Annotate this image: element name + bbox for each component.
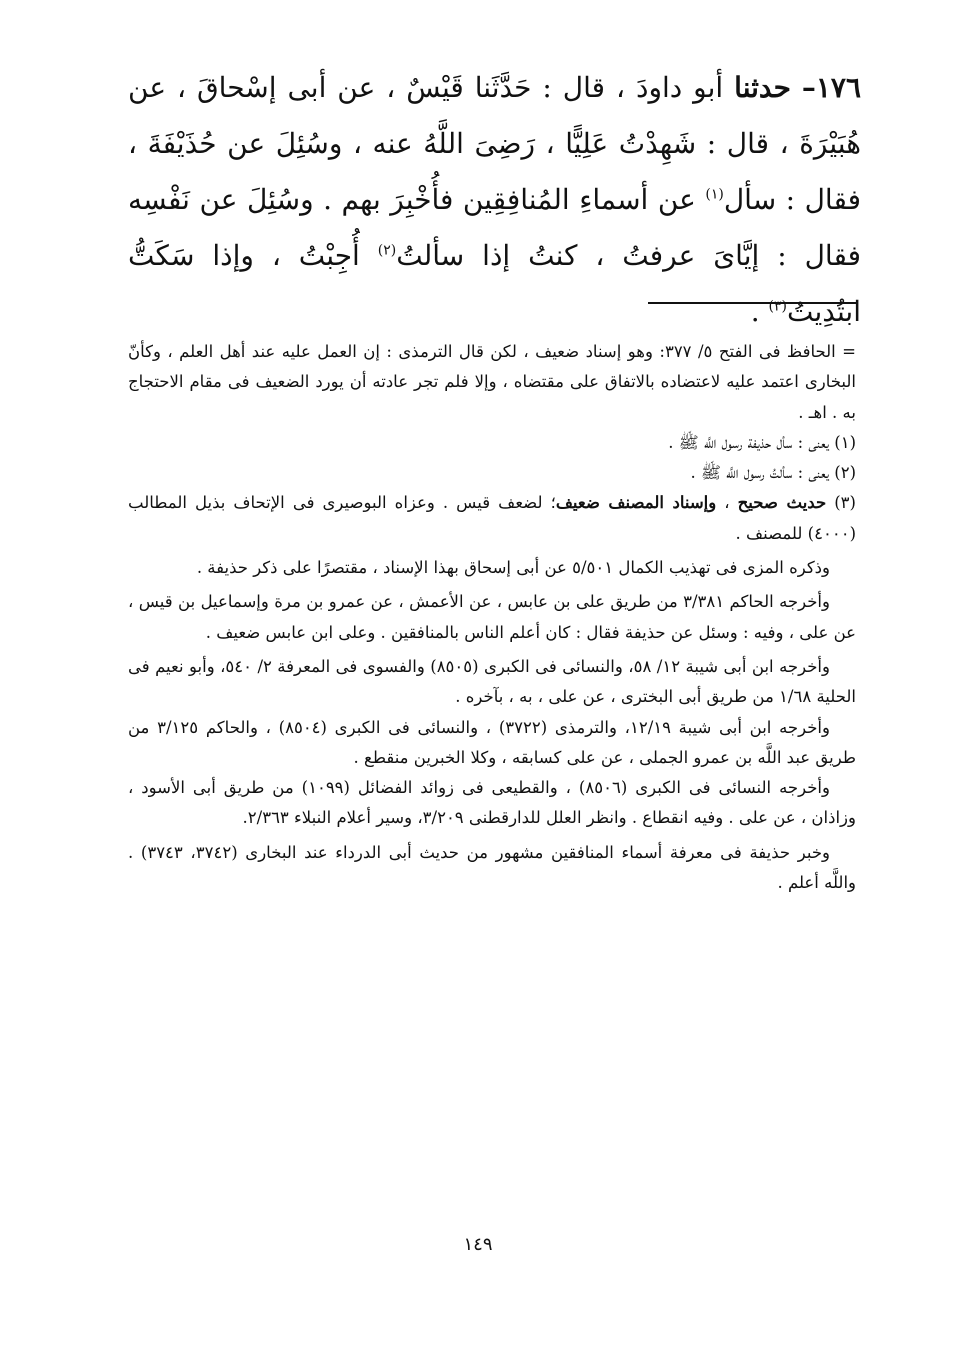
hadith-lead-word: حدثنا xyxy=(734,71,791,104)
hadith-body-2: عن أسماءِ المُنافِقِين فأُخْبِرَ بهم . وسُئِلَ عن نَفْسِه فقال : إيَّاىَ عرفتُ ، كنتُ إذا سألتُ xyxy=(128,183,862,272)
footnote-paragraph-tirmidhi: وأخرجه ابن أبى شيبة ١٢/١٩، والترمذى (٣٧٢٢) ، والنسائى فى الكبرى (٨٥٠٤) ، والحاكم ٣/١٢٥ من طريق عبد اللَّه بن عمرو الجملى ، عن على كسابقه ، وكلا الخبرين منقطع . xyxy=(128,717,856,767)
hadith-number: ١٧٦– xyxy=(801,71,862,104)
footnote-3 xyxy=(128,488,856,549)
footnote-1: (١) يعنى : سأل حذيفة رسول اللَّه ﷺ . xyxy=(668,432,856,452)
footnote-continuation: = الحافظ فى الفتح ٥/ ٣٧٧: وهو إسناد ضعيف ، لكن قال الترمذى : إن العمل عليه عند أهل العلم ، وكأنّ البخارى اعتمد عليه لاعتضاده بالاتفاق على مقتضاه ، وإلا فلم تجر عادته أن يورد الضعيف فى مقام الاحتجاج به . اهـ . xyxy=(128,342,856,422)
hadith-text xyxy=(128,60,861,340)
footnote-paragraph-ibn-abi-shayba: وأخرجه ابن أبى شيبة ١٢/ ٥٨، والنسائى فى الكبرى (٨٥٠٥) والفسوى فى المعرفة ٢/ ٥٤٠، وأبو نعيم فى الحلية ١/٦٨ من طريق أبى البخترى ، عن على ، به ، بآخره . xyxy=(128,656,856,707)
hadith-body-3: أُجِبْتُ ، وإذا سَكَتُّ ابتُدِيتُ xyxy=(128,239,861,328)
footnote-paragraph-khabar: وخبر حذيفة فى معرفة أسماء المنافقين مشهور من حديث أبى الدرداء عند البخارى (٣٧٤٢، ٣٧٤٣) . واللَّه أعلم . xyxy=(128,842,856,893)
footnote-3-separator: ، xyxy=(716,493,738,513)
footnote-3-rest: ؛ لضعف قيس . وعزاه البوصيرى فى الإتحاف بذيل المطالب (٤٠٠٠) للمصنف . xyxy=(128,493,856,543)
footnotes xyxy=(128,337,856,898)
footnote-paragraph-mizzi: وذكره المزى فى تهذيب الكمال ٥/٥٠١ عن أبى إسحاق بهذا الإسناد ، مقتصرًا على ذكر حذيفة . xyxy=(196,558,830,578)
page-number: ١٤٩ xyxy=(463,1234,493,1255)
footnote-marker-3: (٣) xyxy=(768,298,787,315)
hadith-paragraph xyxy=(128,60,861,340)
footnote-marker-2: (٢) xyxy=(377,242,397,259)
footnote-3-isnad-grade: وإسناد المصنف ضعيف xyxy=(555,493,717,513)
footnote-marker-1: (١) xyxy=(705,186,724,203)
footnote-paragraph-nasai: وأخرجه النسائى فى الكبرى (٨٥٠٦) ، والقطيعى فى زوائد الفضائل (١٠٩٩) من طريق أبى الأسود ، وزاذان ، عن على . وفيه انقطاع . وانظر العلل للدارقطنى ٣/٢٠٩، وسير أعلام النبلاء ٢/٣٦٣. xyxy=(128,778,856,828)
footnote-2: (٢) يعنى : سألتُ رسول اللَّه ﷺ . xyxy=(690,463,856,483)
footnote-separator xyxy=(648,302,858,304)
footnote-3-marker: (٣) xyxy=(826,493,856,513)
hadith-body-4: . xyxy=(750,295,769,328)
footnote-3-grade: حديث صحيح xyxy=(737,493,827,513)
hadith-body: أبو داودَ ، قال : حَدَّثَنا قَيْسٌ ، عن أبى إسْحاقَ ، عن هُبَيْرَةَ ، قال : شَهِدْتُ عَلِيًّا ، رَضِىَ اللَّهُ عنه ، وسُئِلَ عن حُذَيْفَةَ ، فقال : سأل xyxy=(128,71,861,216)
footnote-paragraph-hakim: وأخرجه الحاكم ٣/٣٨١ من طريق على بن عابس ، عن الأعمش ، عن عمرو بن مرة وإسماعيل بن قيس ، عن على ، وفيه : وسئل عن حذيفة فقال : كان أعلم الناس بالمنافقين . وعلى ابن عابس ضعيف . xyxy=(128,592,856,642)
